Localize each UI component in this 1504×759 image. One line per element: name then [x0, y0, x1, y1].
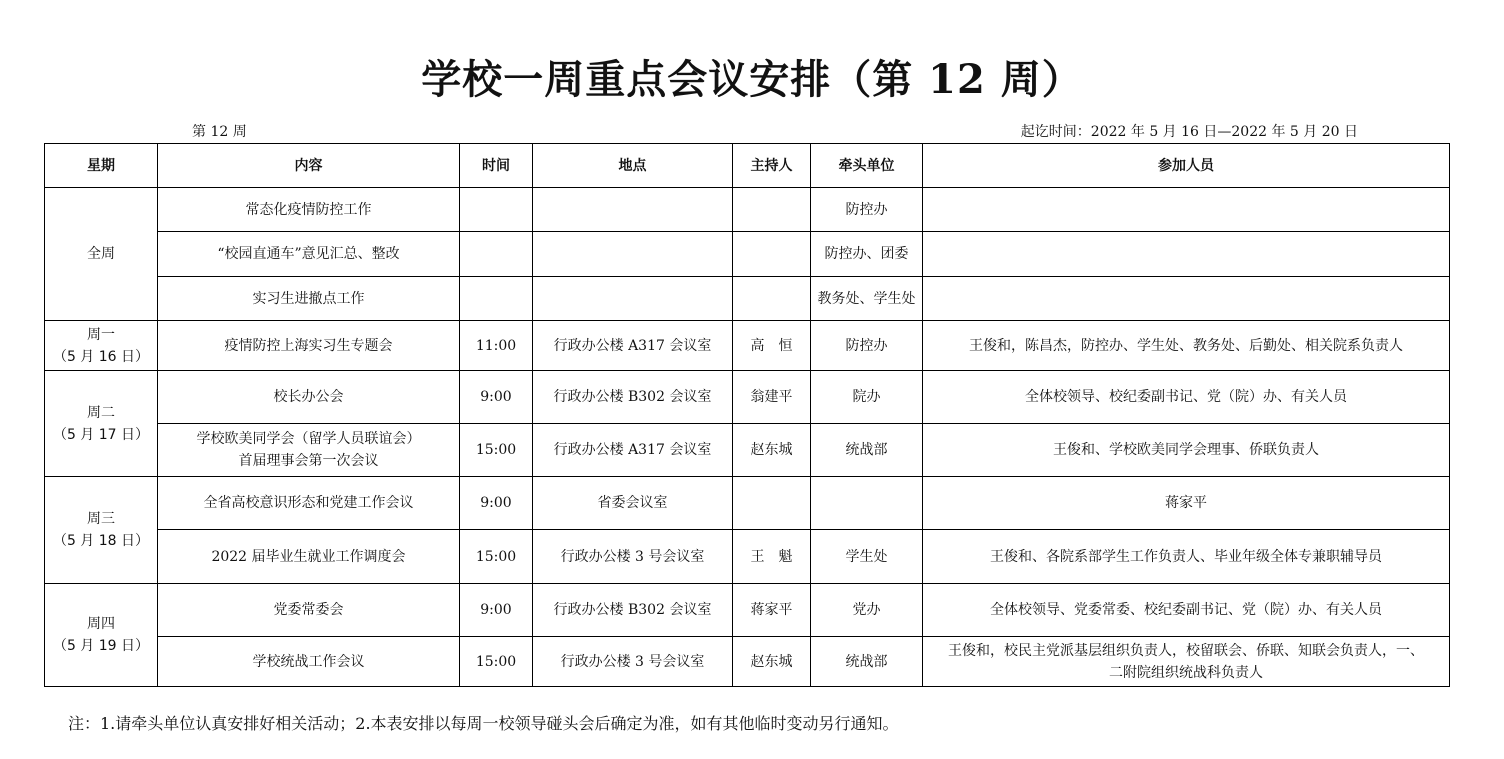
time-cell	[460, 188, 533, 232]
day-date: （5 月 16 日）	[52, 348, 150, 365]
content-line: 首届理事会第一次会议	[238, 453, 379, 469]
date-range: 起讫时间：2022 年 5 月 16 日—2022 年 5 月 20 日	[1020, 124, 1358, 140]
schedule-table	[44, 143, 1450, 687]
location-cell: 行政办公楼 3 号会议室	[533, 637, 733, 687]
header-weekday: 星期	[45, 144, 158, 188]
table-row	[45, 530, 1450, 584]
location-cell	[533, 277, 733, 321]
day-name: 全周	[87, 246, 115, 262]
location-cell: 行政办公楼 A317 会议室	[533, 321, 733, 371]
content-cell: 党委常委会	[158, 584, 460, 637]
content-line: 学校欧美同学会（留学人员联谊会）	[196, 431, 421, 447]
header-location: 地点	[533, 144, 733, 188]
lead-unit-cell: 统战部	[811, 424, 923, 477]
lead-unit-cell: 防控办、团委	[811, 232, 923, 277]
attendees-line: 二附院组织统战科负责人	[1109, 664, 1263, 681]
host-cell	[733, 232, 811, 277]
host-cell	[733, 477, 811, 530]
header-attendees: 参加人员	[923, 144, 1450, 188]
host-cell: 王 魁	[733, 530, 811, 584]
table-row	[45, 371, 1450, 424]
day-cell-monday	[45, 321, 158, 371]
time-cell: 15:00	[460, 424, 533, 477]
page-title: 学校一周重点会议安排（第 12 周）	[421, 56, 1083, 103]
table-row	[45, 584, 1450, 637]
attendees-cell: 王俊和，陈昌杰，防控办、学生处、教务处、后勤处、相关院系负责人	[923, 321, 1450, 371]
time-cell	[460, 232, 533, 277]
time-cell: 15:00	[460, 530, 533, 584]
day-name: 周一	[87, 326, 115, 343]
time-cell: 9:00	[460, 477, 533, 530]
attendees-cell	[923, 232, 1450, 277]
time-cell	[460, 277, 533, 321]
header-time: 时间	[460, 144, 533, 188]
host-cell: 赵东城	[733, 424, 811, 477]
time-cell: 15:00	[460, 637, 533, 687]
content-cell: “校园直通车”意见汇总、整改	[158, 232, 460, 277]
header-content: 内容	[158, 144, 460, 188]
location-cell: 行政办公楼 B302 会议室	[533, 371, 733, 424]
day-name: 周三	[87, 511, 115, 527]
content-cell: 疫情防控上海实习生专题会	[158, 321, 460, 371]
table-row	[45, 637, 1450, 687]
content-cell: 学校统战工作会议	[158, 637, 460, 687]
day-cell-tuesday	[45, 371, 158, 477]
day-name: 周四	[87, 616, 115, 632]
day-date: （5 月 18 日）	[52, 533, 150, 549]
lead-unit-cell: 教务处、学生处	[811, 277, 923, 321]
lead-unit-cell	[811, 477, 923, 530]
table-header-row	[45, 144, 1450, 188]
content-cell: 校长办公会	[158, 371, 460, 424]
attendees-cell: 全体校领导、党委常委、校纪委副书记、党（院）办、有关人员	[923, 584, 1450, 637]
time-cell: 9:00	[460, 584, 533, 637]
footer-note: 注：1.请牵头单位认真安排好相关活动；2.本表安排以每周一校领导碰头会后确定为准，如有其他临时变动另行通知。	[68, 714, 899, 733]
host-cell	[733, 277, 811, 321]
table-row	[45, 424, 1450, 477]
content-cell: 全省高校意识形态和党建工作会议	[158, 477, 460, 530]
attendees-cell: 王俊和、各院系部学生工作负责人、毕业年级全体专兼职辅导员	[923, 530, 1450, 584]
table-row	[45, 232, 1450, 277]
lead-unit-cell: 学生处	[811, 530, 923, 584]
table-row	[45, 188, 1450, 232]
attendees-cell	[923, 637, 1450, 687]
content-cell	[158, 424, 460, 477]
lead-unit-cell: 统战部	[811, 637, 923, 687]
location-cell: 省委会议室	[533, 477, 733, 530]
location-cell: 行政办公楼 3 号会议室	[533, 530, 733, 584]
day-date: （5 月 17 日）	[52, 426, 150, 443]
lead-unit-cell: 党办	[811, 584, 923, 637]
attendees-cell: 王俊和、学校欧美同学会理事、侨联负责人	[923, 424, 1450, 477]
header-host: 主持人	[733, 144, 811, 188]
day-cell-thursday	[45, 584, 158, 687]
day-date: （5 月 19 日）	[52, 638, 150, 654]
week-label: 第 12 周	[192, 124, 247, 140]
lead-unit-cell: 防控办	[811, 321, 923, 371]
attendees-cell: 蒋家平	[923, 477, 1450, 530]
host-cell: 翁建平	[733, 371, 811, 424]
attendees-cell: 全体校领导、校纪委副书记、党（院）办、有关人员	[923, 371, 1450, 424]
header-lead-unit: 牵头单位	[811, 144, 923, 188]
attendees-cell	[923, 188, 1450, 232]
location-cell	[533, 188, 733, 232]
lead-unit-cell: 防控办	[811, 188, 923, 232]
day-name: 周二	[87, 404, 115, 421]
content-cell: 2022 届毕业生就业工作调度会	[158, 530, 460, 584]
day-cell-all-week	[45, 188, 158, 321]
attendees-line: 王俊和，校民主党派基层组织负责人，校留联会、侨联、知联会负责人，一、	[948, 642, 1424, 659]
table-row	[45, 477, 1450, 530]
location-cell: 行政办公楼 A317 会议室	[533, 424, 733, 477]
time-cell: 9:00	[460, 371, 533, 424]
host-cell	[733, 188, 811, 232]
location-cell: 行政办公楼 B302 会议室	[533, 584, 733, 637]
content-cell: 实习生进撤点工作	[158, 277, 460, 321]
content-cell: 常态化疫情防控工作	[158, 188, 460, 232]
location-cell	[533, 232, 733, 277]
host-cell: 高 恒	[733, 321, 811, 371]
attendees-cell	[923, 277, 1450, 321]
time-cell: 11:00	[460, 321, 533, 371]
lead-unit-cell: 院办	[811, 371, 923, 424]
host-cell: 赵东城	[733, 637, 811, 687]
day-cell-wednesday	[45, 477, 158, 584]
table-row	[45, 277, 1450, 321]
host-cell: 蒋家平	[733, 584, 811, 637]
table-row	[45, 321, 1450, 371]
